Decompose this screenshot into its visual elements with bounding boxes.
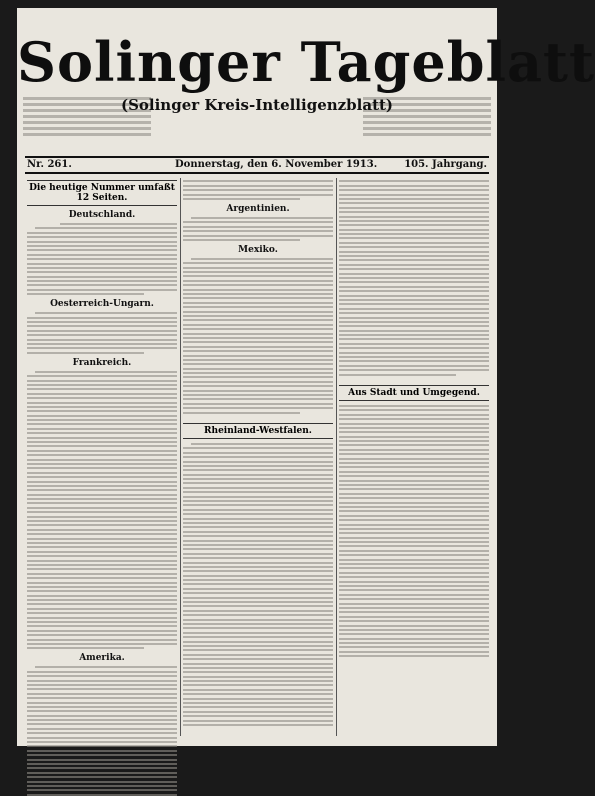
- issue-date: Donnerstag, den 6. November 1913.: [175, 159, 378, 170]
- masthead: [17, 8, 595, 156]
- issue-pages-notice: Die heutige Nummer umfaßt 12 Seiten.: [27, 180, 177, 206]
- section-heading: Rheinland-Westfalen.: [183, 423, 333, 439]
- section-heading: Mexiko.: [238, 244, 278, 255]
- dateline: [25, 156, 489, 174]
- column-middle: [183, 178, 333, 736]
- newspaper-page: [17, 8, 595, 746]
- section-heading: Aus Stadt und Umgegend.: [339, 385, 489, 401]
- column-left: [27, 178, 177, 736]
- section-heading: Argentinien.: [226, 203, 290, 214]
- newspaper-title: Solinger Tageblatt: [17, 30, 595, 94]
- column-rule: [336, 178, 337, 736]
- issue-number: Nr. 261.: [27, 159, 72, 170]
- section-heading: Amerika.: [79, 653, 125, 664]
- section-heading: Oesterreich-Ungarn.: [50, 299, 154, 310]
- column-right: [339, 178, 489, 736]
- section-heading: Deutschland.: [68, 210, 136, 220]
- column-rule: [180, 178, 181, 736]
- section-heading: Frankreich.: [72, 357, 132, 368]
- issue-volume: 105. Jahrgang.: [404, 159, 487, 170]
- newspaper-subtitle: (Solinger Kreis-Intelligenzblatt): [120, 96, 394, 114]
